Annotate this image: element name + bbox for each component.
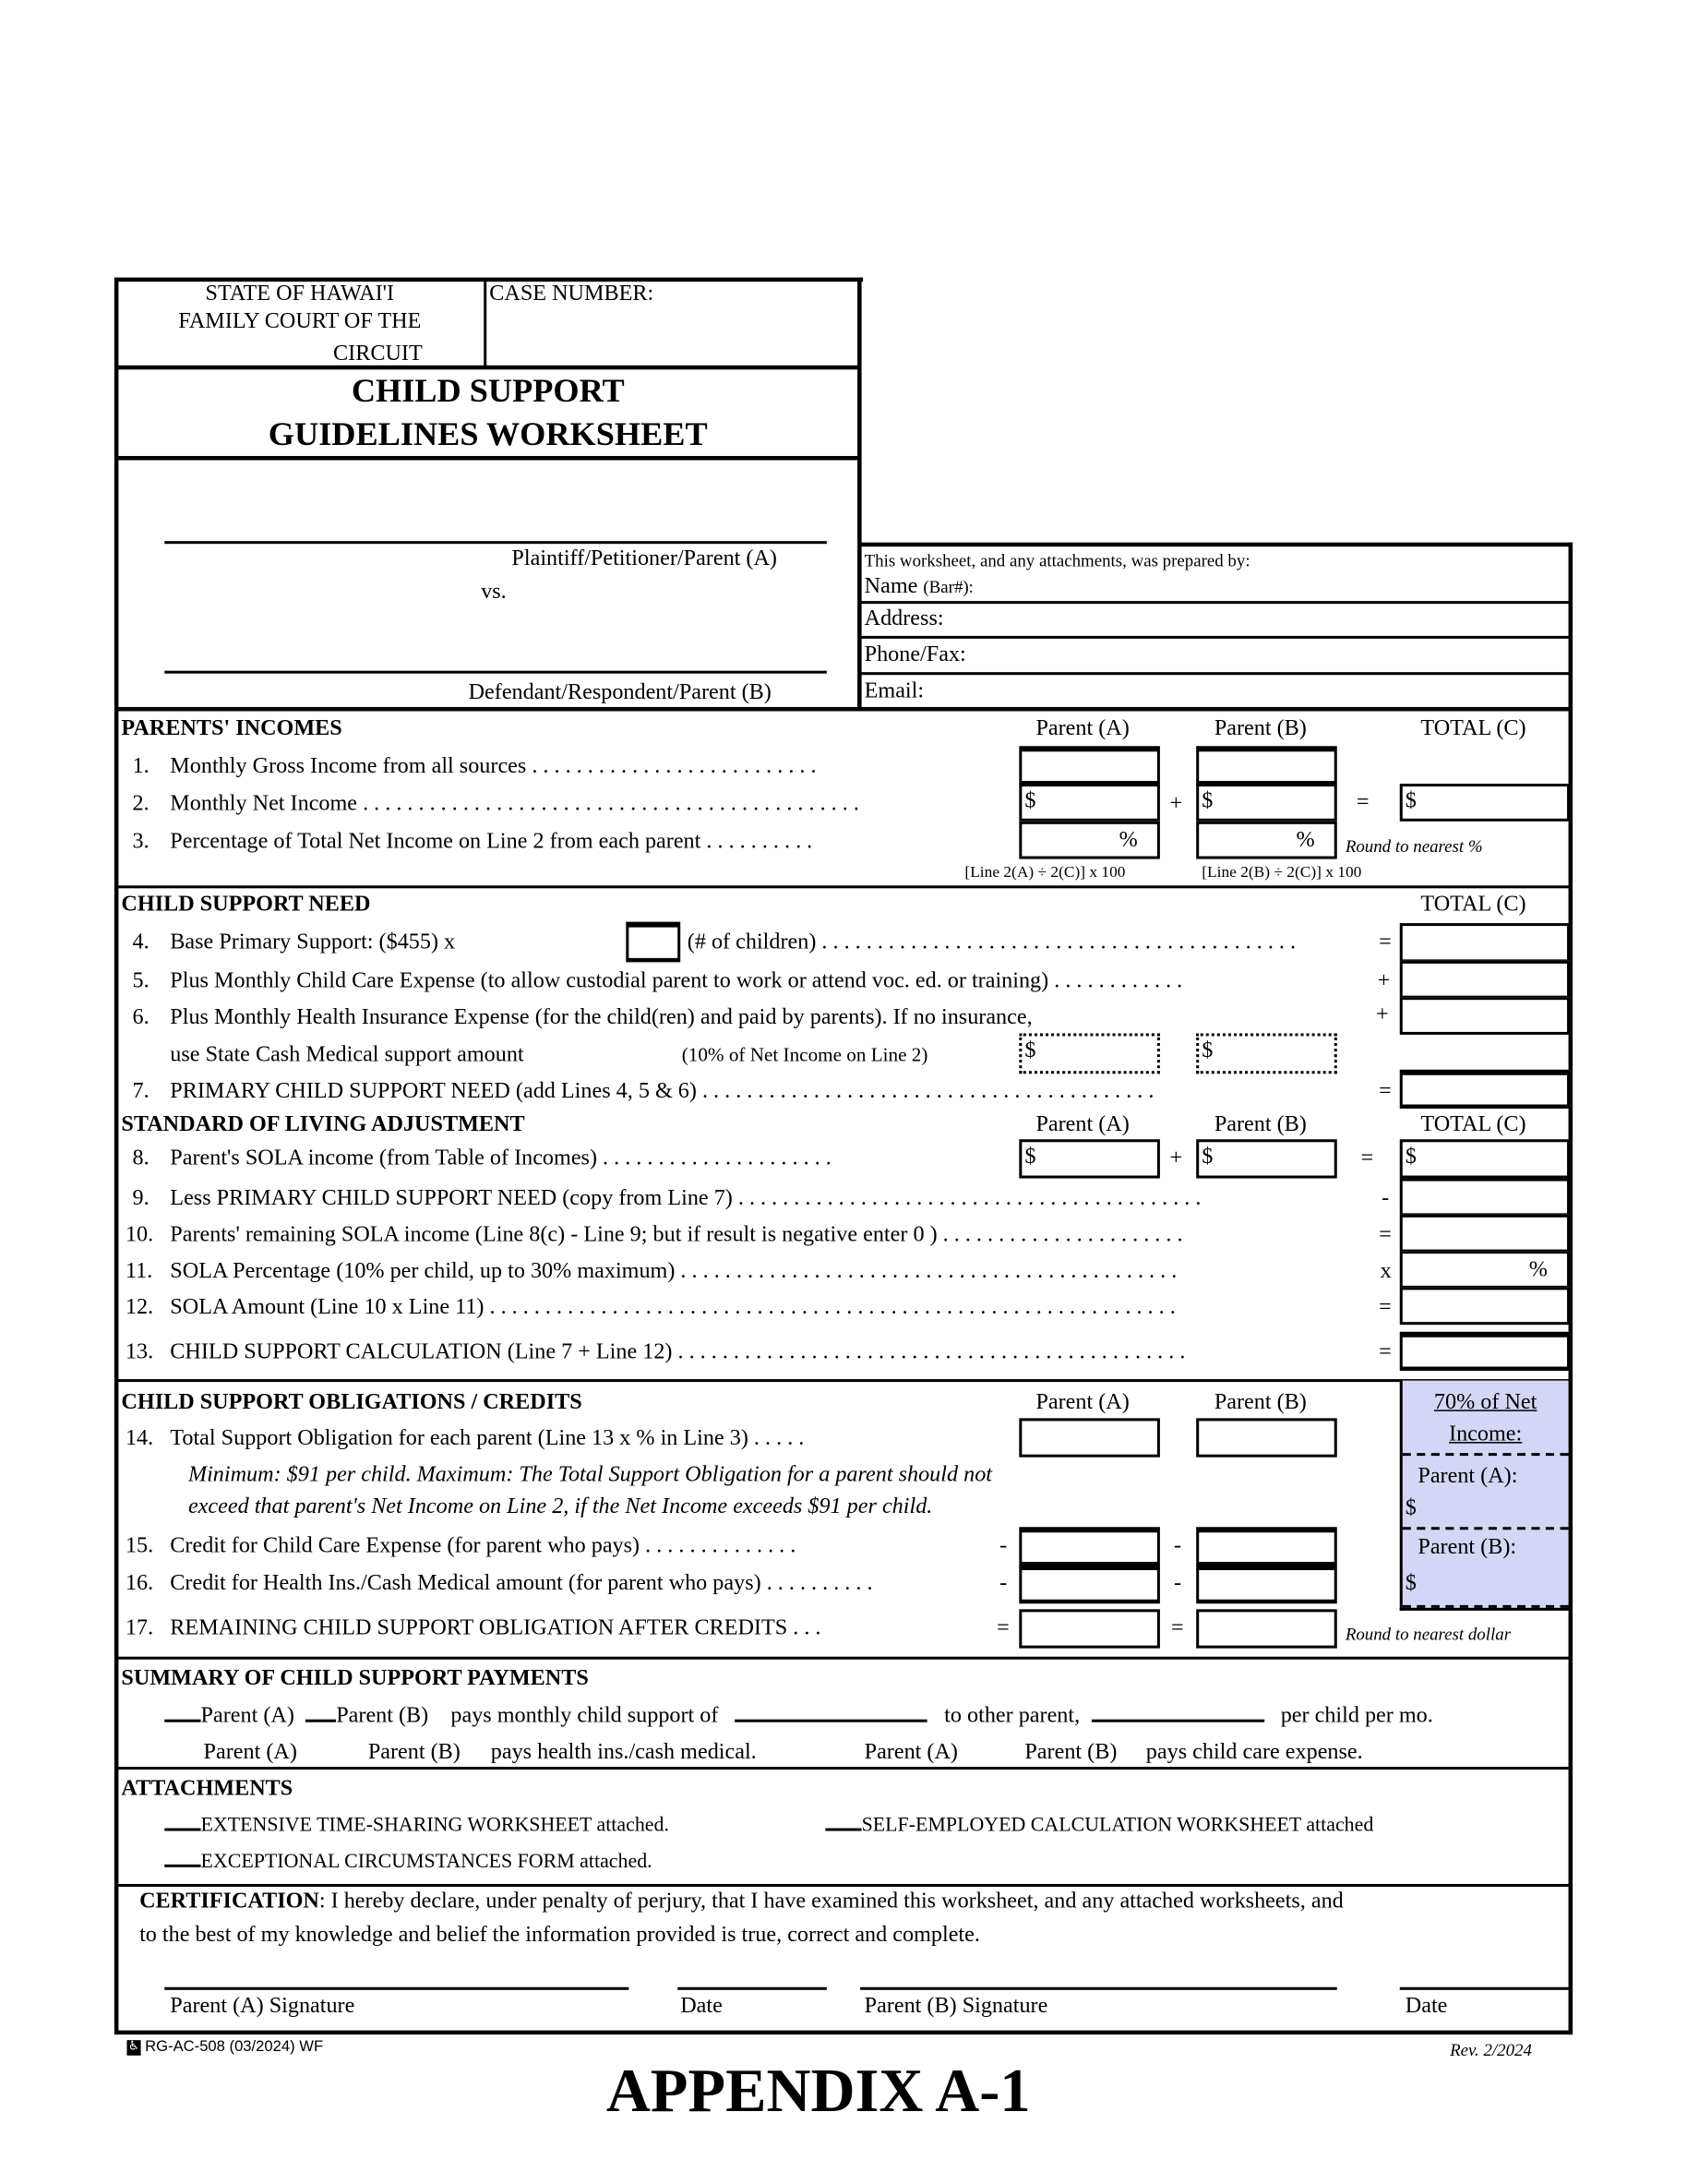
line-6-c-input[interactable] <box>1400 997 1570 1035</box>
line-2-b-input[interactable] <box>1196 784 1337 822</box>
line-3-num: 3. <box>132 829 150 854</box>
col-total-c: TOTAL (C) <box>1420 716 1526 741</box>
date-a-label: Date <box>680 1994 723 2018</box>
dollar-sign: $ <box>1405 1145 1417 1169</box>
line-8-a-input[interactable] <box>1019 1139 1160 1178</box>
section-divider <box>115 885 1571 888</box>
obligation-note-1: Minimum: $91 per child. Maximum: The Total Support Obligation for a parent should not <box>187 1462 993 1487</box>
line-8-b-input[interactable] <box>1196 1139 1337 1178</box>
obligations-heading: CHILD SUPPORT OBLIGATIONS / CREDITS <box>121 1390 582 1414</box>
form-id: RG-AC-508 (03/2024) WF <box>145 2038 324 2056</box>
col-parent-b: Parent (B) <box>1214 1112 1307 1137</box>
line-1-a-input[interactable] <box>1019 746 1160 785</box>
border <box>115 707 1573 712</box>
line-14-num: 14. <box>125 1426 154 1451</box>
line-14-label: Total Support Obligation for each parent (Line 13 x % in Line 3) . . . . . <box>170 1426 805 1451</box>
court-line-2: FAMILY COURT OF THE <box>178 309 422 334</box>
plus-sign: + <box>1377 968 1391 993</box>
title-line-2: GUIDELINES WORKSHEET <box>268 416 708 453</box>
border <box>484 281 486 367</box>
line-16-b-input[interactable] <box>1196 1565 1337 1603</box>
equals-sign: = <box>1379 1339 1392 1364</box>
line-13-c-input[interactable] <box>1400 1332 1570 1371</box>
option-label: Parent (B) <box>336 1704 429 1728</box>
email-field[interactable]: Email: <box>864 678 925 703</box>
line-17-num: 17. <box>125 1615 154 1640</box>
panel-divider <box>1403 1453 1569 1456</box>
formula-b: [Line 2(B) ÷ 2(C)] x 100 <box>1202 864 1362 882</box>
health-parent-a[interactable]: Parent (A) <box>203 1740 297 1765</box>
line-12-num: 12. <box>125 1295 154 1320</box>
line-17-b-input[interactable] <box>1196 1609 1337 1648</box>
dollar-sign: $ <box>1024 1038 1036 1063</box>
summary-text: pays monthly child support of <box>450 1704 719 1728</box>
care-parent-b[interactable]: Parent (B) <box>1024 1740 1118 1765</box>
border <box>115 366 860 370</box>
line-15-b-input[interactable] <box>1196 1527 1337 1566</box>
care-parent-a[interactable]: Parent (A) <box>864 1740 958 1765</box>
line-10-num: 10. <box>125 1222 154 1247</box>
line-5-label: Plus Monthly Child Care Expense (to allow custodial parent to work or attend voc. ed. or training) . . . . . . . . . . . . <box>170 968 1183 993</box>
col-parent-a: Parent (A) <box>1035 716 1130 741</box>
dollar-sign: $ <box>1202 1038 1214 1063</box>
border <box>860 636 1571 639</box>
name-field[interactable] <box>865 574 974 599</box>
health-parent-b[interactable]: Parent (B) <box>367 1740 461 1765</box>
col-total-c: TOTAL (C) <box>1420 892 1526 917</box>
certification-line-1 <box>139 1890 1344 1914</box>
vs-label: vs. <box>481 580 507 605</box>
plus-sign: + <box>1376 1002 1389 1026</box>
date-a-line[interactable] <box>677 1987 827 1990</box>
per-child-amount-field[interactable] <box>1091 1720 1263 1722</box>
minus-sign: - <box>1174 1571 1182 1596</box>
incomes-heading: PARENTS' INCOMES <box>121 716 342 741</box>
summary-text: per child per mo. <box>1280 1704 1433 1728</box>
plus-sign: + <box>1169 792 1183 816</box>
equals-sign: = <box>1379 1295 1392 1320</box>
col-parent-a: Parent (A) <box>1035 1112 1130 1137</box>
minus-sign: - <box>999 1533 1008 1558</box>
checkbox-blank[interactable] <box>164 1829 200 1831</box>
col-total-c: TOTAL (C) <box>1420 1112 1526 1137</box>
cash-medical-a-input[interactable] <box>1019 1033 1160 1074</box>
line-7-num: 7. <box>132 1079 150 1103</box>
line-6-num: 6. <box>132 1005 150 1029</box>
court-line-1: STATE OF HAWAI'I <box>205 282 395 306</box>
line-6b-note: (10% of Net Income on Line 2) <box>681 1046 928 1067</box>
dollar-sign: $ <box>1024 789 1036 813</box>
col-parent-a: Parent (A) <box>1035 1390 1130 1414</box>
equals-sign: = <box>1379 930 1392 954</box>
equals-sign: = <box>1170 1615 1184 1640</box>
panel-parent-b-label: Parent (B): <box>1418 1535 1517 1559</box>
panel-parent-a-label: Parent (A): <box>1418 1464 1518 1488</box>
option-label: Parent (A) <box>200 1704 294 1728</box>
line-11-label: SOLA Percentage (10% per child, up to 30% maximum) . . . . . . . . . . . . . . . . . . . . . . . . . . . . . . . . . . . . . . . . . . . . . <box>170 1259 1178 1283</box>
border <box>114 278 119 2034</box>
line-8-c-input[interactable] <box>1400 1139 1570 1178</box>
attachment-label: EXCEPTIONAL CIRCUMSTANCES FORM attached. <box>200 1850 652 1873</box>
line-4-label: Base Primary Support: ($455) x <box>170 930 456 954</box>
line-4-suffix: (# of children) . . . . . . . . . . . . . . . . . . . . . . . . . . . . . . . . . . . . . . . . . . . <box>687 930 1297 954</box>
round-percent-note: Round to nearest % <box>1345 836 1483 857</box>
title-line-1: CHILD SUPPORT <box>351 373 625 411</box>
plaintiff-label: Plaintiff/Petitioner/Parent (A) <box>511 546 777 570</box>
section-divider <box>115 1379 1571 1382</box>
need-heading: CHILD SUPPORT NEED <box>121 892 371 917</box>
attachments-heading: ATTACHMENTS <box>121 1776 293 1801</box>
prepared-by-intro: This worksheet, and any attachments, was prepared by: <box>864 550 1250 570</box>
certification-heading: CERTIFICATION <box>139 1889 319 1914</box>
line-3-label: Percentage of Total Net Income on Line 2 from each parent . . . . . . . . . . <box>170 829 813 854</box>
line-9-num: 9. <box>132 1186 150 1211</box>
line-15-num: 15. <box>125 1533 154 1558</box>
equals-sign: = <box>1379 1079 1392 1103</box>
section-divider <box>115 1884 1571 1887</box>
cash-medical-b-input[interactable] <box>1196 1033 1337 1074</box>
revision: Rev. 2/2024 <box>1450 2040 1532 2060</box>
line-1-b-input[interactable] <box>1196 746 1337 785</box>
line-14-a-input[interactable] <box>1019 1418 1160 1457</box>
attachment-label: EXTENSIVE TIME-SHARING WORKSHEET attached. <box>200 1814 669 1837</box>
phone-field[interactable]: Phone/Fax: <box>864 642 966 667</box>
plaintiff-name-line[interactable] <box>164 541 827 544</box>
line-10-label: Parents' remaining SOLA income (Line 8(c) - Line 9; but if result is negative enter 0 ) . . . . . . . . . . . . . . . . . . . . . . <box>170 1222 1183 1247</box>
summary-heading: SUMMARY OF CHILD SUPPORT PAYMENTS <box>121 1666 589 1690</box>
bar-label: (Bar#): <box>923 577 974 597</box>
panel-divider <box>1403 1527 1569 1530</box>
line-10-c-input[interactable] <box>1400 1215 1570 1253</box>
checkbox-blank[interactable] <box>825 1829 861 1831</box>
minus-sign: - <box>1382 1186 1390 1211</box>
border <box>860 601 1571 604</box>
minus-sign: - <box>1174 1533 1182 1558</box>
equals-sign: = <box>1356 790 1370 815</box>
parent-a-signature-line[interactable] <box>164 1987 628 1990</box>
line-13-num: 13. <box>125 1339 154 1364</box>
border <box>860 543 1573 547</box>
pays-care-text: pays child care expense. <box>1145 1740 1363 1765</box>
panel-divider <box>1403 1605 1569 1608</box>
defendant-name-line[interactable] <box>164 671 827 674</box>
line-6b-label: use State Cash Medical support amount <box>170 1043 524 1067</box>
line-4-num: 4. <box>132 930 150 954</box>
line-12-label: SOLA Amount (Line 10 x Line 11) . . . . . . . . . . . . . . . . . . . . . . . . . . . . . . . . . . . . . . . . . . . . . . . . . . . . . . . . . . . . . . <box>170 1295 1176 1320</box>
summary-text: to other parent, <box>944 1704 1081 1728</box>
accessibility-icon: ♿ <box>127 2040 140 2055</box>
line-4-c-input[interactable] <box>1400 923 1570 962</box>
panel-title-2: Income: <box>1449 1422 1523 1446</box>
summary-row-1 <box>164 1704 1433 1729</box>
percent-sign: % <box>1528 1257 1548 1282</box>
line-17-a-input[interactable] <box>1019 1609 1160 1648</box>
line-13-label: CHILD SUPPORT CALCULATION (Line 7 + Line 12) . . . . . . . . . . . . . . . . . . . . . . . . . . . . . . . . . . . . . . . . . . . . . . <box>170 1339 1186 1364</box>
equals-sign: = <box>1379 1222 1392 1247</box>
name-label: Name <box>864 574 918 599</box>
border <box>857 278 862 710</box>
line-7-label: PRIMARY CHILD SUPPORT NEED (add Lines 4, 5 & 6) . . . . . . . . . . . . . . . . . . . . . . . . . . . . . . . . . . . . . . . . . <box>170 1079 1155 1103</box>
plus-sign: + <box>1169 1146 1183 1170</box>
col-parent-b: Parent (B) <box>1214 1390 1307 1414</box>
parent-a-support-checkbox[interactable] <box>164 1720 200 1722</box>
line-5-num: 5. <box>132 968 150 993</box>
line-11-num: 11. <box>125 1259 153 1283</box>
section-divider <box>115 1767 1571 1770</box>
parent-b-signature-label: Parent (B) Signature <box>864 1994 1048 2018</box>
line-2-num: 2. <box>132 792 150 816</box>
certification-line-2: to the best of my knowledge and belief the information provided is true, correct and complete. <box>139 1923 980 1947</box>
dollar-sign: $ <box>1405 789 1417 813</box>
parent-a-signature-label: Parent (A) Signature <box>170 1994 355 2018</box>
panel-parent-a-value[interactable]: $ <box>1405 1495 1417 1520</box>
line-12-c-input[interactable] <box>1400 1287 1570 1325</box>
line-7-c-input[interactable] <box>1400 1070 1570 1109</box>
line-16-num: 16. <box>125 1571 154 1596</box>
formula-a: [Line 2(A) ÷ 2(C)] x 100 <box>964 864 1126 882</box>
defendant-label: Defendant/Respondent/Parent (B) <box>468 680 772 704</box>
parent-b-support-checkbox[interactable] <box>305 1720 336 1722</box>
line-9-label: Less PRIMARY CHILD SUPPORT NEED (copy from Line 7) . . . . . . . . . . . . . . . . . . . . . . . . . . . . . . . . . . . . . . . . . . <box>170 1186 1202 1211</box>
line-16-a-input[interactable] <box>1019 1565 1160 1603</box>
address-field[interactable]: Address: <box>864 606 944 630</box>
border <box>115 2031 1573 2035</box>
attachment-self-employed[interactable] <box>825 1813 1373 1838</box>
round-dollar-note: Round to nearest dollar <box>1345 1624 1512 1645</box>
attachment-label: SELF-EMPLOYED CALCULATION WORKSHEET attached <box>861 1814 1374 1837</box>
line-8-num: 8. <box>132 1146 150 1170</box>
percent-sign: % <box>1296 828 1315 853</box>
percent-sign: % <box>1119 828 1138 853</box>
border <box>115 456 860 461</box>
support-amount-field[interactable] <box>736 1720 927 1722</box>
minus-sign: - <box>999 1571 1008 1596</box>
line-9-c-input[interactable] <box>1400 1179 1570 1217</box>
date-b-line[interactable] <box>1400 1987 1569 1990</box>
line-15-label: Credit for Child Care Expense (for parent who pays) . . . . . . . . . . . . . . <box>170 1533 796 1558</box>
line-2-a-input[interactable] <box>1019 784 1160 822</box>
appendix-title: APPENDIX A-1 <box>605 2057 1031 2126</box>
border <box>860 672 1571 675</box>
line-14-b-input[interactable] <box>1196 1418 1337 1457</box>
section-divider <box>115 1657 1571 1660</box>
line-2-label: Monthly Net Income . . . . . . . . . . . . . . . . . . . . . . . . . . . . . . . . . . . . . . . . . . . . . <box>170 792 859 816</box>
pays-health-text: pays health ins./cash medical. <box>490 1740 757 1765</box>
line-17-label: REMAINING CHILD SUPPORT OBLIGATION AFTER CREDITS . . . <box>170 1615 821 1640</box>
line-2-c-input[interactable] <box>1400 784 1570 822</box>
equals-sign: = <box>1360 1146 1374 1170</box>
line-8-label: Parent's SOLA income (from Table of Incomes) . . . . . . . . . . . . . . . . . . . . . <box>170 1146 832 1170</box>
panel-title-1: 70% of Net <box>1433 1390 1537 1414</box>
number-of-children-input[interactable] <box>626 922 680 963</box>
sola-heading: STANDARD OF LIVING ADJUSTMENT <box>121 1112 525 1137</box>
line-3-a-input[interactable] <box>1019 822 1160 859</box>
line-1-label: Monthly Gross Income from all sources . . . . . . . . . . . . . . . . . . . . . . . . . . <box>170 754 817 778</box>
obligation-note-2: exceed that parent's Net Income on Line 2, if the Net Income exceeds $91 per child. <box>187 1494 933 1519</box>
panel-parent-b-value[interactable]: $ <box>1405 1571 1417 1596</box>
certification-text: : I hereby declare, under penalty of perjury, that I have examined this worksheet, and any attached worksheets, and <box>318 1889 1344 1914</box>
line-1-num: 1. <box>132 754 150 778</box>
line-15-a-input[interactable] <box>1019 1527 1160 1566</box>
attachment-time-sharing[interactable] <box>164 1813 669 1838</box>
dollar-sign: $ <box>1024 1145 1036 1169</box>
line-6-label: Plus Monthly Health Insurance Expense (for the child(ren) and paid by parents). If no insurance, <box>170 1005 1033 1029</box>
line-16-label: Credit for Health Ins./Cash Medical amount (for parent who pays) . . . . . . . . . . <box>170 1571 873 1596</box>
line-3-b-input[interactable] <box>1196 822 1337 859</box>
line-11-c-input[interactable] <box>1400 1251 1570 1289</box>
equals-sign: = <box>997 1615 1010 1640</box>
attachment-exceptional[interactable] <box>164 1849 652 1874</box>
dollar-sign: $ <box>1202 789 1214 813</box>
case-number-label: CASE NUMBER: <box>489 282 654 306</box>
parent-b-signature-line[interactable] <box>860 1987 1337 1990</box>
date-b-label: Date <box>1405 1994 1448 2018</box>
col-parent-b: Parent (B) <box>1214 716 1307 741</box>
court-line-3: CIRCUIT <box>333 342 423 366</box>
dollar-sign: $ <box>1202 1145 1214 1169</box>
line-5-c-input[interactable] <box>1400 961 1570 999</box>
times-sign: x <box>1380 1259 1392 1283</box>
checkbox-blank[interactable] <box>164 1865 200 1867</box>
